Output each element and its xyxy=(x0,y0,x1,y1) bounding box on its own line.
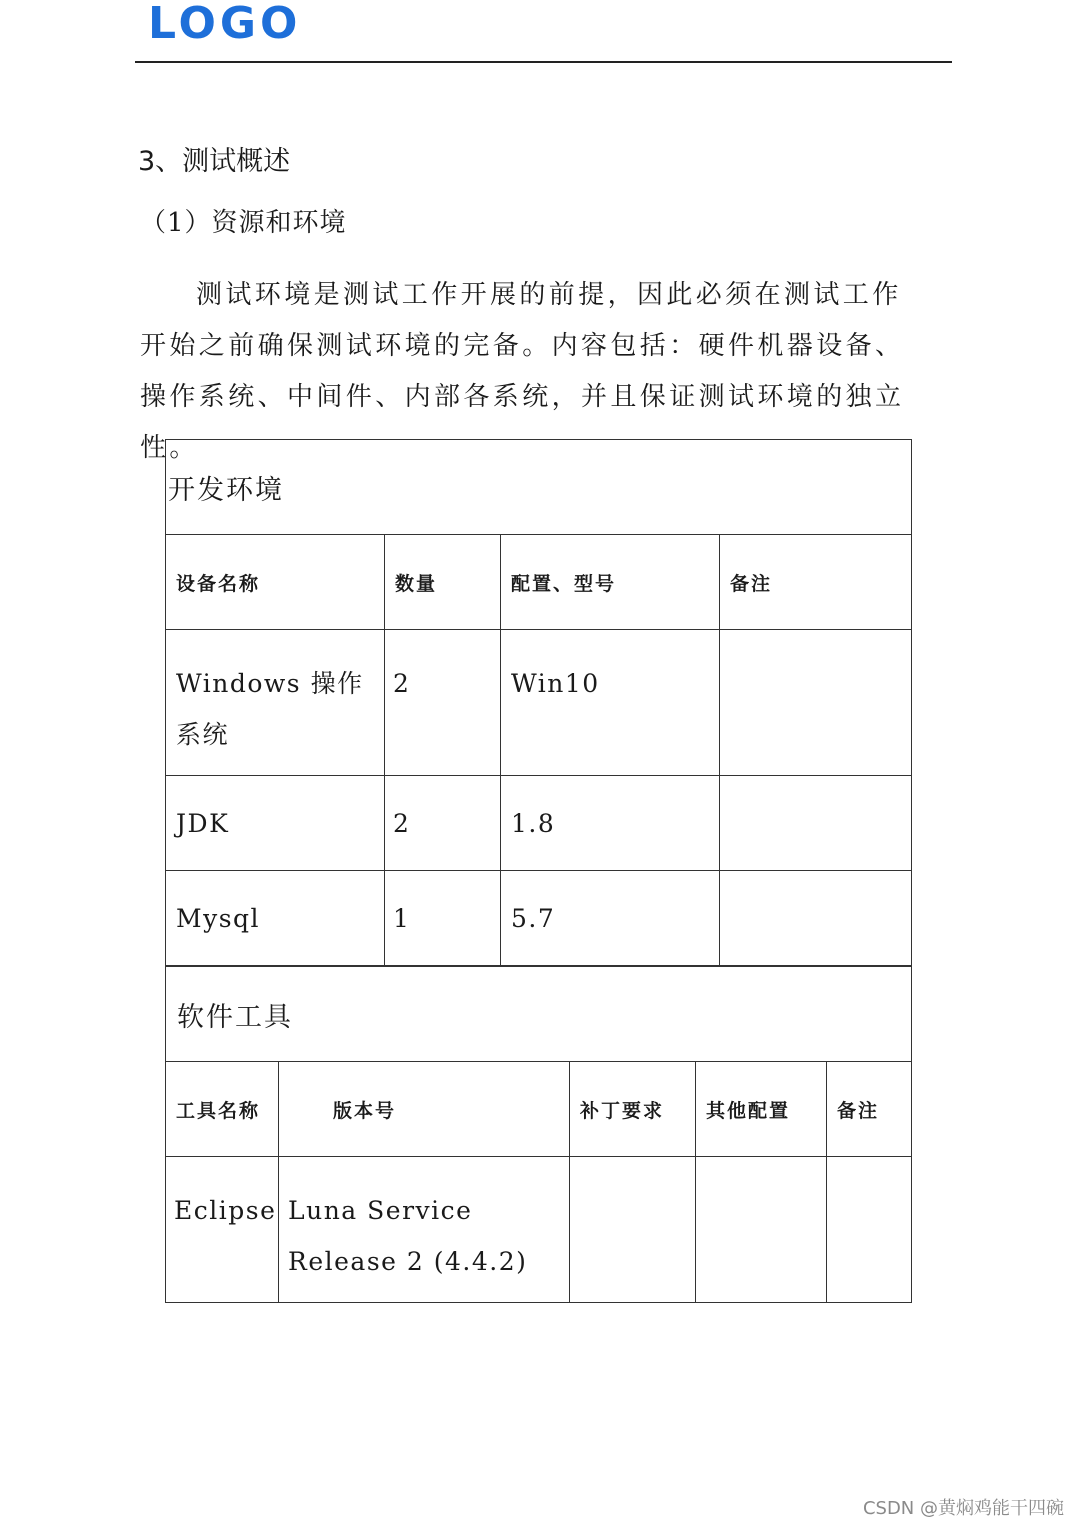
header-divider xyxy=(135,61,952,63)
table-row xyxy=(166,871,912,966)
header-device-name: 设备名称 xyxy=(166,535,385,630)
note-cell xyxy=(827,1157,912,1303)
header-other-config: 其他配置 xyxy=(696,1062,827,1157)
header-config-model: 配置、型号 xyxy=(501,535,720,630)
device-name-cell: JDK xyxy=(166,776,385,871)
table-row xyxy=(166,630,912,776)
quantity-cell: 2 xyxy=(385,630,501,776)
note-cell xyxy=(720,776,912,871)
device-name-cell: Windows 操作系统 xyxy=(166,630,385,776)
other-config-cell xyxy=(696,1157,827,1303)
header-quantity: 数量 xyxy=(385,535,501,630)
header-patch: 补丁要求 xyxy=(570,1062,696,1157)
note-cell xyxy=(720,630,912,776)
config-cell: Win10 xyxy=(501,630,720,776)
patch-cell xyxy=(570,1157,696,1303)
software-tools-table xyxy=(165,966,912,1303)
note-cell xyxy=(720,871,912,966)
tool-name-cell: Eclipse xyxy=(166,1157,279,1303)
sub-title: （1）资源和环境 xyxy=(140,208,347,238)
table-row xyxy=(166,1157,912,1303)
dev-env-title: 开发环境 xyxy=(166,440,912,535)
header-note: 备注 xyxy=(827,1062,912,1157)
dev-env-table xyxy=(165,439,912,966)
software-tools-title: 软件工具 xyxy=(166,967,912,1062)
quantity-cell: 2 xyxy=(385,776,501,871)
intro-paragraph: 测试环境是测试工作开展的前提，因此必须在测试工作开始之前确保测试环境的完备。内容包括：硬件机器设备、操作系统、中间件、内部各系统，并且保证测试环境的独立性。 xyxy=(140,280,905,463)
section-title: 3、测试概述 xyxy=(138,146,291,177)
version-cell: Luna Service Release 2 (4.4.2) xyxy=(279,1157,570,1303)
logo: LOGO xyxy=(148,0,302,49)
table-row xyxy=(166,776,912,871)
quantity-cell: 1 xyxy=(385,871,501,966)
header-version: 版本号 xyxy=(279,1062,570,1157)
header-tool-name: 工具名称 xyxy=(166,1062,279,1157)
config-cell: 5.7 xyxy=(501,871,720,966)
config-cell: 1.8 xyxy=(501,776,720,871)
watermark: CSDN @黄焖鸡能干四碗 xyxy=(862,1498,1064,1519)
header-note: 备注 xyxy=(720,535,912,630)
device-name-cell: Mysql xyxy=(166,871,385,966)
software-tools-header-row xyxy=(166,1062,912,1157)
dev-env-header-row xyxy=(166,535,912,630)
